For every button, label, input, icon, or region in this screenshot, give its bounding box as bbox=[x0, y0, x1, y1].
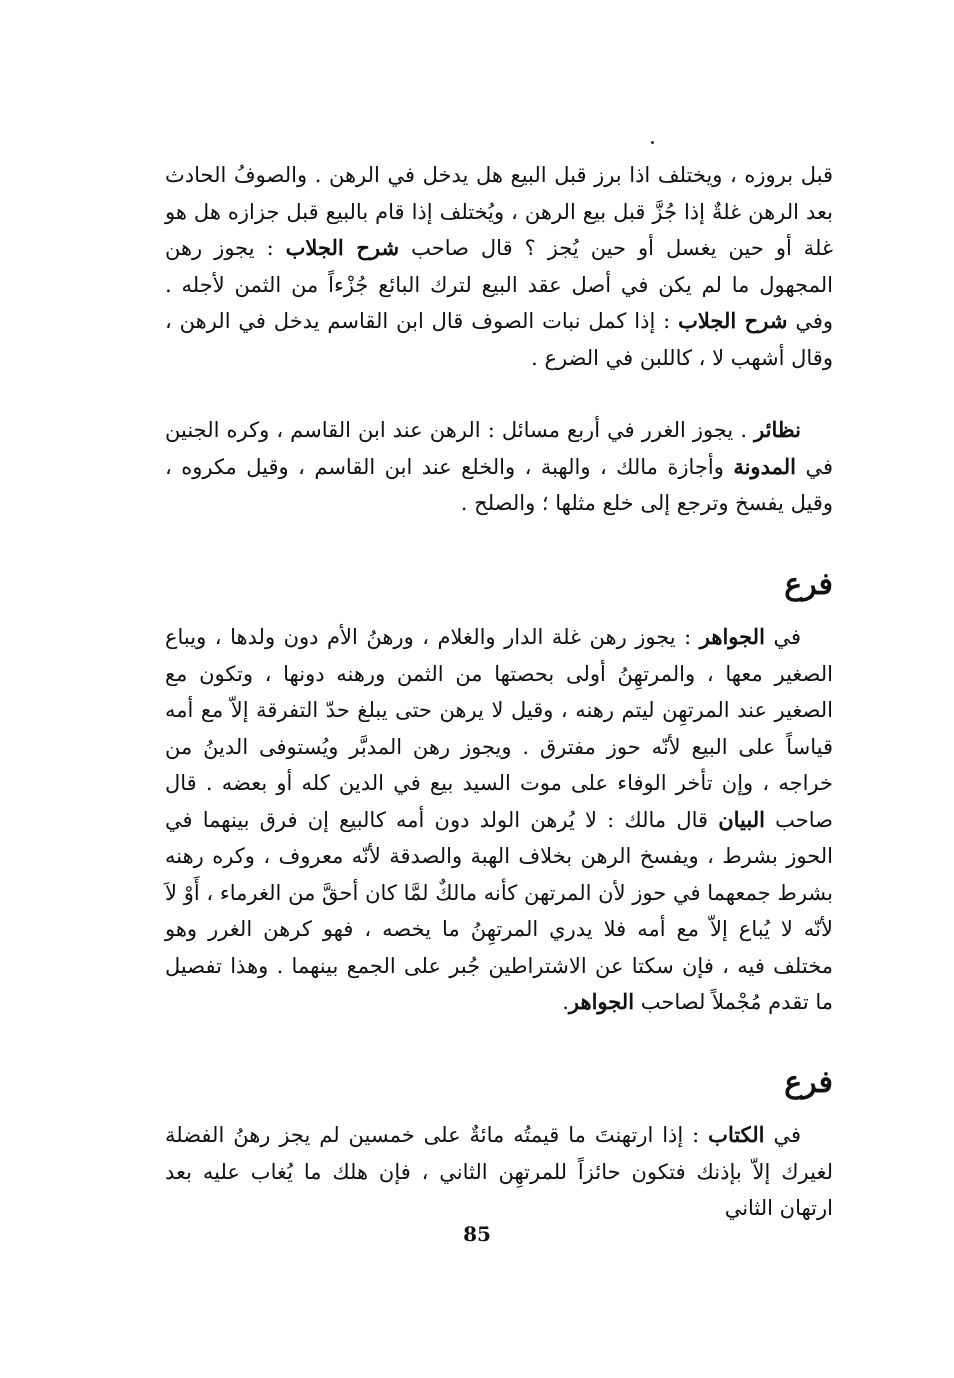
text-run: في bbox=[773, 1123, 801, 1147]
paragraph-jawahir bbox=[165, 619, 833, 1021]
section-label: نظائر bbox=[754, 417, 801, 442]
text-run: . يجوز الغرر في أربع مسائل : الرهن عند ابن القاسم ، وكره الجنين في bbox=[165, 418, 833, 479]
paragraph-wool-pledge bbox=[165, 157, 833, 376]
ink-dot bbox=[651, 141, 654, 144]
book-reference: الكتاب bbox=[708, 1122, 765, 1147]
text-run: وأجازة مالك ، والهبة ، والخلع عند ابن القاسم ، وقيل مكروه ، وقيل يفسخ وترجع إلى خلع مثلها ؛ والصلح . bbox=[165, 454, 833, 515]
text-run: : إذا ارتهنتَ ما قيمتُه مائةٌ على خمسين لم يجز رهنُ الفضلة لغيرك إلاّ بإذنك فتكون حائزاً للمرتهِن الثاني ، فإن هلك ما يُغاب عليه بعد ارتهان الثاني bbox=[165, 1123, 833, 1220]
text-run: : إذا كمل نبات الصوف قال ابن القاسم يدخل في الرهن ، وقال أشهب لا ، كاللبن في الضرع . bbox=[165, 309, 833, 370]
paragraph-3 bbox=[165, 619, 833, 1021]
text-run: . bbox=[562, 990, 569, 1014]
text-run: : يجوز رهن غلة الدار والغلام ، ورهنُ الأم دون ولدها ، ويباع الصغير معها ، والمرتهِنُ أولى بحصتها من الثمن ورهنه دونها ، وتكون مع الصغير عند المرتهِن ليتم رهنه ، وقيل لا يرهن حتى يبلغ حدّ التفرقة إلاّ مع أمه قياساً على البيع لأنّه حوز مفترق . ويجوز رهن المدبَّر ويُستوفى الدينُ من خراجه ، وإن تأخر الوفاء على موت السيد بيع في الدين كله أو بعضه . قال صاحب bbox=[165, 625, 833, 832]
paragraph-kitab bbox=[165, 1117, 833, 1227]
paragraph-nazair bbox=[165, 412, 833, 522]
book-reference: البيان bbox=[718, 806, 765, 832]
section-heading-far: فرع bbox=[784, 1065, 833, 1100]
paragraph-4 bbox=[165, 1117, 833, 1227]
text-run: قبل بروزه ، ويختلف اذا برز قبل البيع هل يدخل في الرهن . والصوفُ الحادث بعد الرهن غلةٌ إذا جُزَّ قبل بيع الرهن ، ويُختلف إذا قام بالبيع قبل جزازه هل هو غلة أو حين يغسل أو حين يُجز ؟ قال صاحب bbox=[165, 163, 833, 260]
book-reference: الجواهر bbox=[699, 624, 765, 649]
paragraph-1 bbox=[165, 157, 833, 376]
text-run: في bbox=[773, 625, 801, 649]
text-run: قال مالك : لا يُرهن الولد دون أمه كالبيع إن فرق بينهما في الحوز بشرط ، ويفسخ الرهن بخلاف الهبة والصدقة لأنّه معروف ، وكره رهنه بشرط جمعهما في حوز لأن المرتهن كأنه مالكٌ لمَّا كان أحقَّ من الغرماء ، أَوْ لاَ لأنّه لا يُباع إلاّ مع أمه فلا يدري المرتهِنُ ما يخصه ، فهو كرهن الغرر وهو مختلف فيه ، فإن سكتا عن الاشتراطين جُبر على الجمع بينهما . وهذا تفصيل ما تقدم مُجْملاً لصاحب bbox=[165, 807, 833, 1014]
book-reference: المدونة bbox=[733, 453, 796, 479]
section-heading-far: فرع bbox=[784, 567, 833, 602]
book-reference: شرح الجلاب bbox=[285, 235, 400, 260]
book-reference: شرح الجلاب bbox=[678, 308, 788, 333]
text-run: : يجوز رهن المجهول ما لم يكن في أصل عقد البيع لترك البائع جُزْءاً من الثمن لأجله . وفي bbox=[165, 236, 833, 333]
page-number: 85 bbox=[463, 1222, 491, 1246]
book-reference: الجواهر bbox=[568, 989, 635, 1014]
paragraph-2 bbox=[165, 412, 833, 522]
